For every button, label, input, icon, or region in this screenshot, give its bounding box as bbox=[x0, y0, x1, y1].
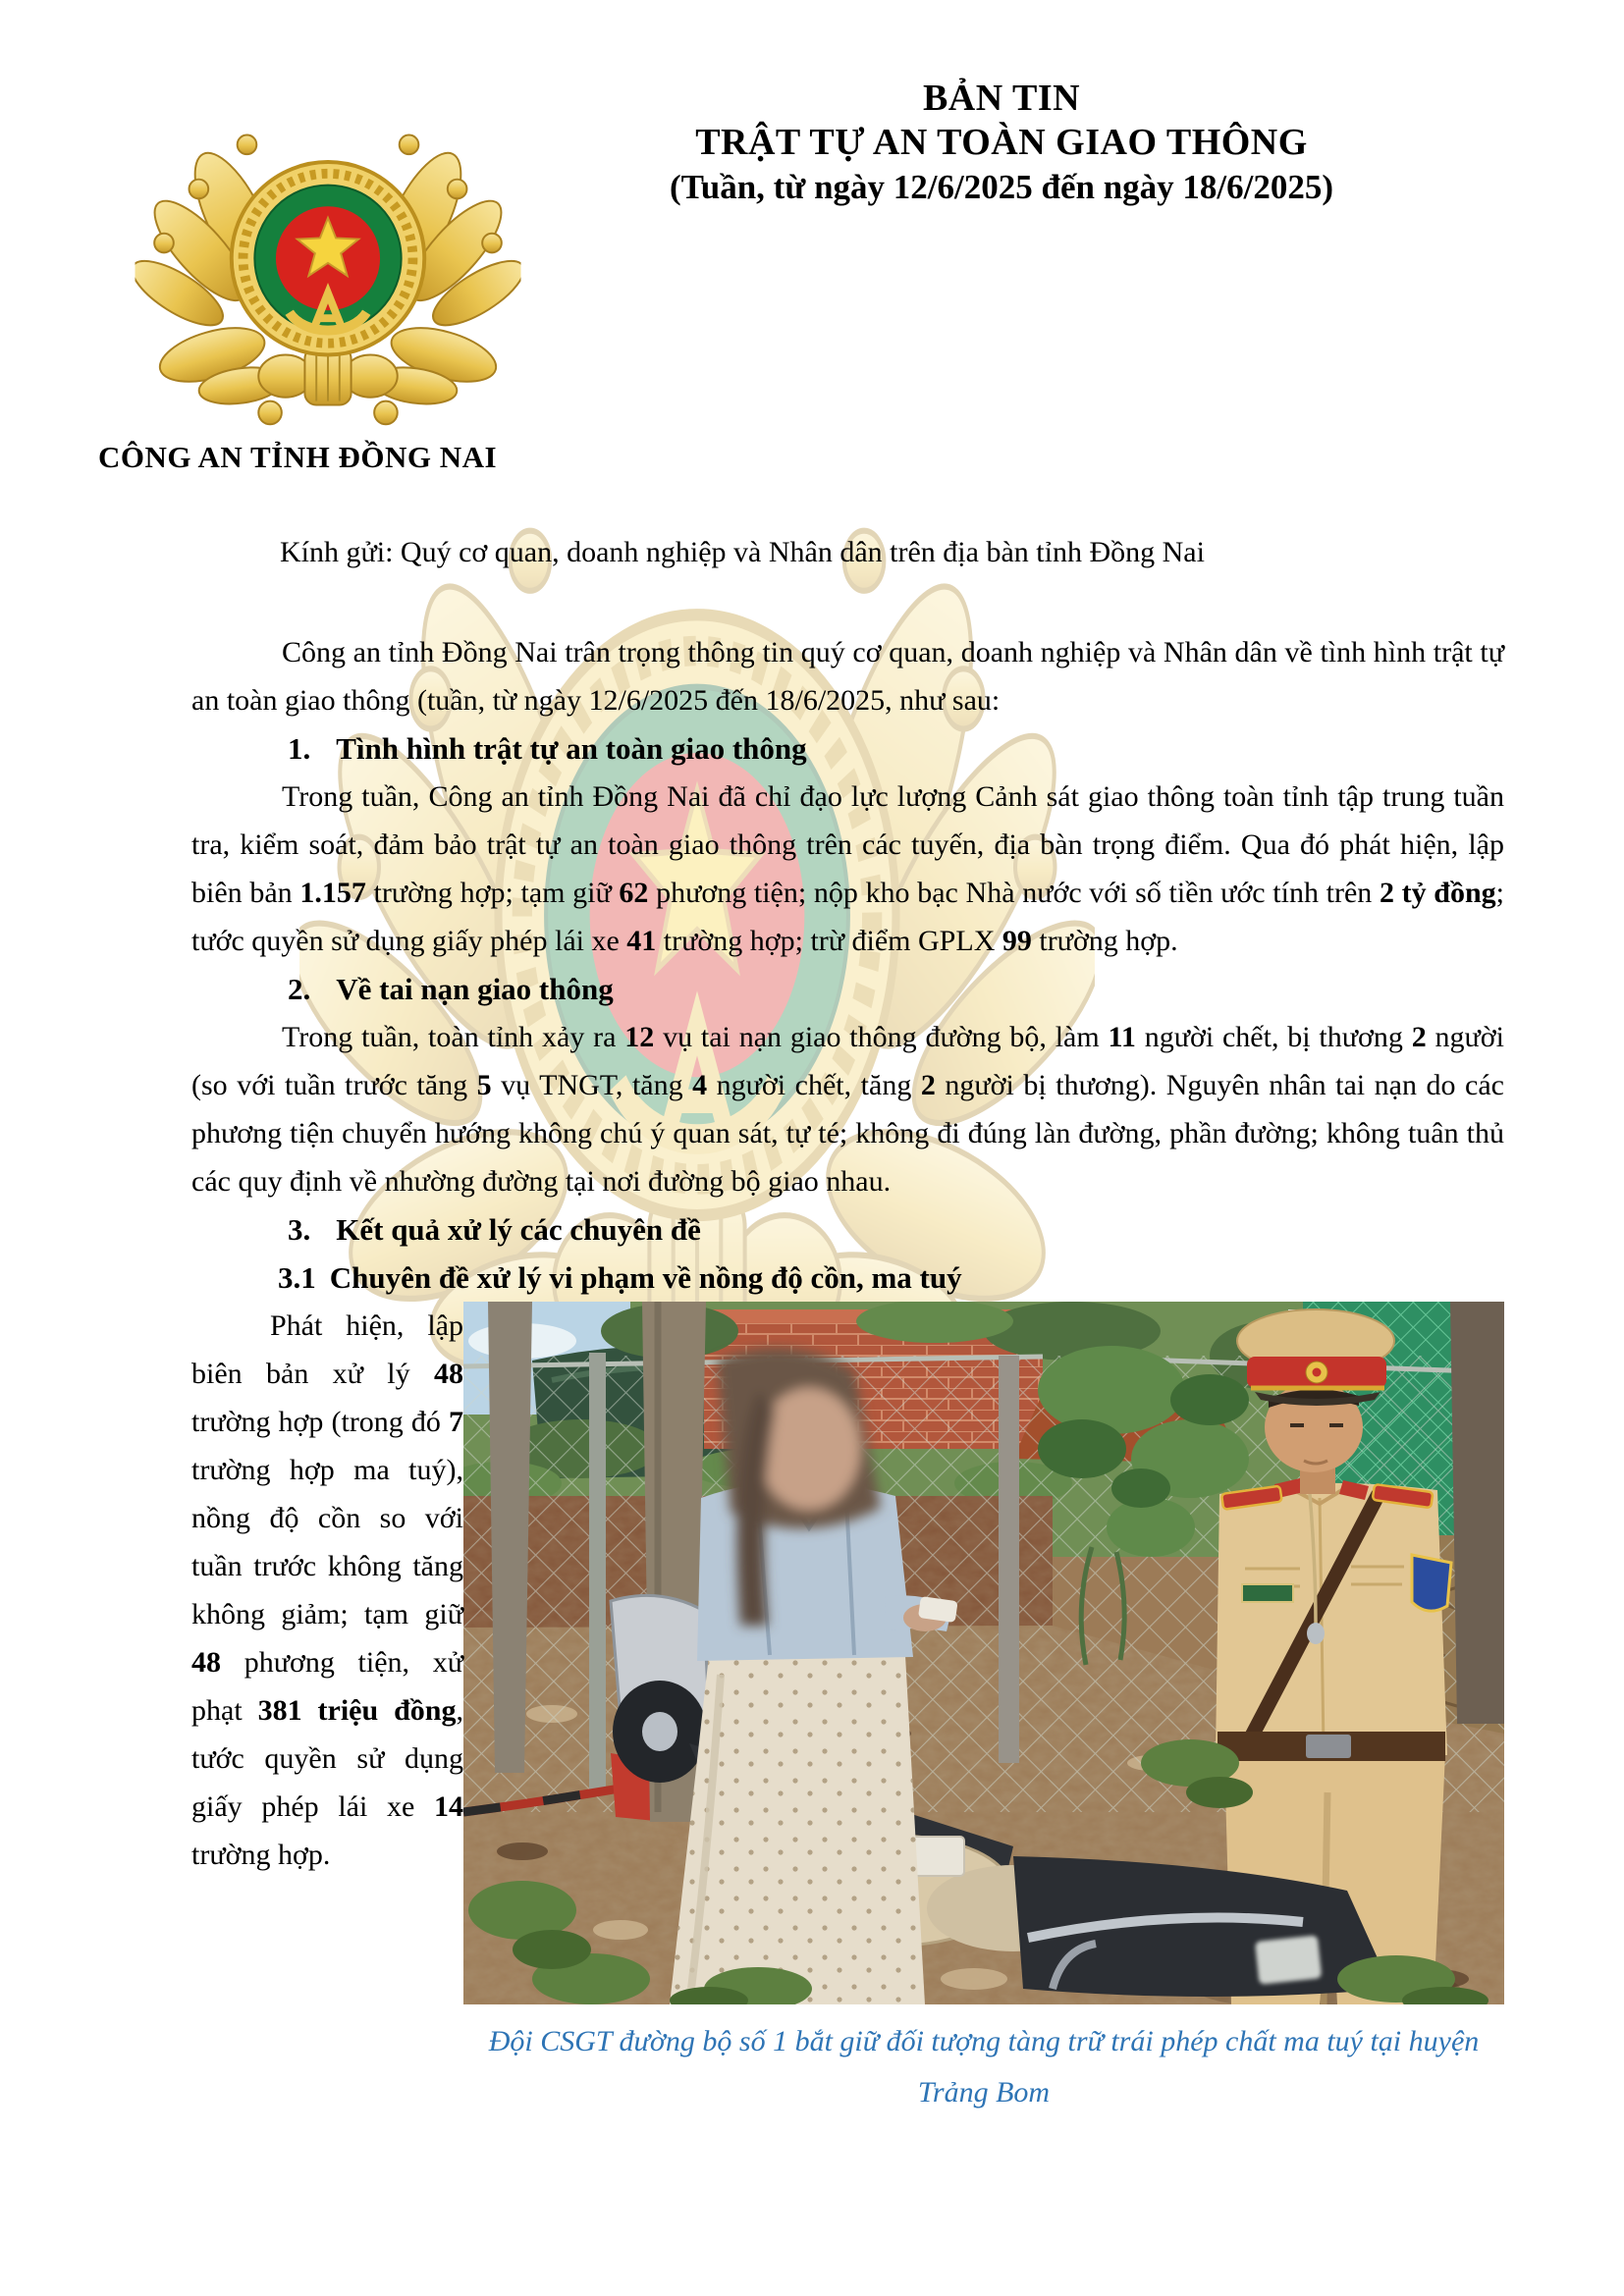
section-3-1-title: Chuyên đề xử lý vi phạm về nồng độ cồn, ma tuý bbox=[329, 1260, 962, 1295]
section-3-title: Kết quả xử lý các chuyên đề bbox=[336, 1212, 701, 1247]
document-body bbox=[191, 628, 1504, 2118]
section-3-number: 3. bbox=[288, 1212, 311, 1247]
section-3-1-block bbox=[191, 1302, 1504, 2118]
section-1-paragraph: Trong tuần, Công an tỉnh Đồng Nai đã chỉ đạo lực lượng Cảnh sát giao thông toàn tỉnh tập trung tuần tra, kiểm soát, đảm bảo trật tự an toàn giao thông trên các tuyến, địa bàn trọng điểm. Qua đó phát hiện, lập biên bản 1.157 trường hợp; tạm giữ 62 phương tiện; nộp kho bạc Nhà nước với số tiền ước tính trên 2 tỷ đồng; tước quyền sử dụng giấy phép lái xe 41 trường hợp; trừ điểm GPLX 99 trường hợp. bbox=[191, 780, 1505, 957]
section-1-title: Tình hình trật tự an toàn giao thông bbox=[336, 731, 807, 766]
arrest-photo-figure bbox=[463, 1302, 1504, 2118]
section-2-title: Về tai nạn giao thông bbox=[336, 972, 614, 1006]
intro-paragraph: Công an tỉnh Đồng Nai trân trọng thông tin quý cơ quan, doanh nghiệp và Nhân dân về tình hình trật tự an toàn giao thông (tuần, từ ngày 12/6/2025 đến 18/6/2025, như sau: bbox=[191, 636, 1504, 717]
title-line-2: TRẬT TỰ AN TOÀN GIAO THÔNG bbox=[695, 122, 1308, 163]
title-line-1: BẢN TIN bbox=[922, 78, 1081, 119]
section-1-heading bbox=[191, 724, 1504, 773]
salutation: Kính gửi: Quý cơ quan, doanh nghiệp và Nhân dân trên địa bàn tỉnh Đồng Nai bbox=[280, 536, 1205, 568]
org-name: CÔNG AN TỈNH ĐỒNG NAI bbox=[98, 440, 498, 474]
section-3-1-paragraph: Phát hiện, lập biên bản xử lý 48 trường hợp (trong đó 7 trường hợp ma tuý), nồng độ cồn so với tuần trước không tăng không giảm; tạm giữ 48 phương tiện, xử phạt 381 triệu đồng, tước quyền sử dụng giấy phép lái xe 14 trường hợp. bbox=[191, 1309, 463, 1871]
section-3-1-heading bbox=[191, 1254, 1504, 1302]
page-title bbox=[530, 77, 1473, 209]
arrest-photo-image bbox=[463, 1302, 1504, 2004]
title-line-3: (Tuần, từ ngày 12/6/2025 đến ngày 18/6/2025) bbox=[669, 168, 1334, 206]
police-emblem-icon bbox=[132, 108, 524, 436]
section-2-number: 2. bbox=[288, 972, 311, 1006]
section-2-paragraph: Trong tuần, toàn tỉnh xảy ra 12 vụ tai nạn giao thông đường bộ, làm 11 người chết, bị thương 2 người (so với tuần trước tăng 5 vụ TNGT, tăng 4 người chết, tăng 2 người bị thương). Nguyên nhân tai nạn do các phương tiện chuyển hướng không chú ý quan sát, tự té; không đi đúng làn đường, phần đường; không tuân thủ các quy định về nhường đường tại nơi đường bộ giao nhau. bbox=[191, 1021, 1504, 1198]
section-3-heading bbox=[191, 1205, 1504, 1254]
photo-caption: Đội CSGT đường bộ số 1 bắt giữ đối tượng tàng trữ trái phép chất ma tuý tại huyện Trảng Bom bbox=[488, 2025, 1480, 2109]
section-2-heading bbox=[191, 965, 1504, 1013]
section-3-1-number: 3.1 bbox=[278, 1260, 316, 1295]
section-1-number: 1. bbox=[288, 731, 311, 766]
